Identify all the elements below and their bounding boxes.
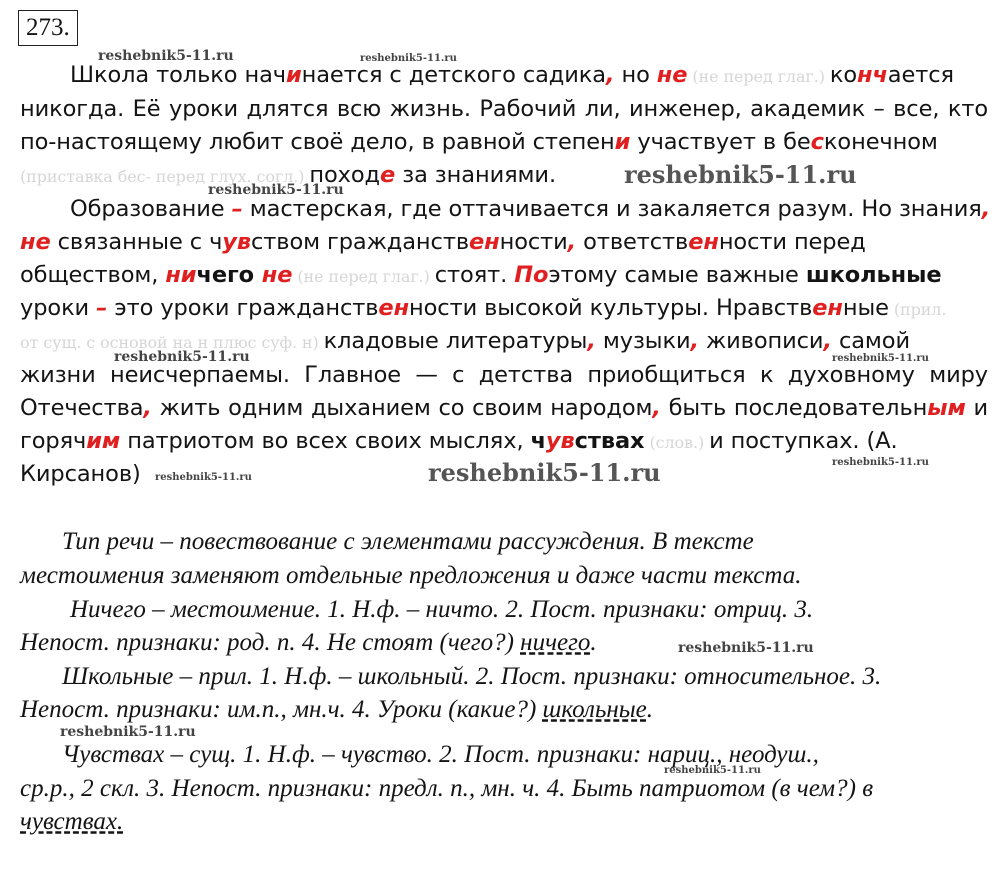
analysis-line-1: Тип речи – повествование с элементами рассуждения. В тексте [62, 528, 754, 555]
watermark-large: reshebnik5-11.ru [428, 458, 661, 487]
watermark-large: reshebnik5-11.ru [624, 160, 857, 189]
text-line-6: не связанные с чувством гражданственности, ответственности перед [20, 229, 866, 255]
text-line-3: по-настоящему любит своё дело, в равной степени участвует в бесконечном [20, 129, 938, 155]
text-line-8: уроки – это уроки гражданственности высокой культуры. Нравственные (прил. [20, 295, 947, 321]
watermark: reshebnik5-11.ru [208, 182, 344, 198]
text-line-13: Кирсанов) [20, 461, 141, 487]
analysis-line-7: Чувствах – сущ. 1. Н.ф. – чувство. 2. Пост. признаки: нариц., неодуш., [62, 741, 819, 768]
watermark: reshebnik5-11.ru [60, 724, 196, 740]
watermark: reshebnik5-11.ru [664, 765, 761, 776]
watermark: reshebnik5-11.ru [360, 53, 457, 64]
analysis-line-5: Школьные – прил. 1. Н.ф. – школьный. 2. Пост. признаки: относительное. 3. [62, 663, 882, 690]
text-line-9: от сущ. с основой на н плюс суф. н) кладовые литературы, музыки, живописи, самой [20, 328, 910, 354]
analysis-line-9: чувствах. [20, 808, 124, 835]
text-line-5: Образование – мастерская, где оттачивается и закаляется разум. Но знания, [70, 196, 991, 222]
text-line-1: Школа только начинается с детского садика, но не (не перед глаг.) кончается [70, 62, 954, 88]
analysis-line-6: Непост. признаки: им.п., мн.ч. 4. Уроки (какие?) школьные. [20, 696, 653, 723]
exercise-number: 273. [18, 10, 78, 46]
analysis-line-4: Непост. признаки: род. п. 4. Не стоят (чего?) ничего. [20, 629, 597, 656]
text-line-11: Отечества, жить одним дыханием со своим народом, быть последовательным и [20, 395, 989, 421]
analysis-line-3: Ничего – местоимение. 1. Н.ф. – ничто. 2. Пост. признаки: отриц. 3. [70, 596, 814, 623]
text-line-10: жизни неисчерпаемы. Главное — с детства приобщиться к духовному миру [20, 362, 988, 388]
text-line-7: обществом, ничего не (не перед глаг.) стоят. Поэтому самые важные школьные [20, 262, 942, 288]
watermark: reshebnik5-11.ru [832, 457, 929, 468]
watermark: reshebnik5-11.ru [155, 472, 252, 483]
text-line-4: (приставка бес- перед глух. согл.) походе за знаниями. [20, 162, 556, 188]
watermark: reshebnik5-11.ru [98, 48, 234, 64]
watermark: reshebnik5-11.ru [114, 349, 250, 365]
text-line-12: горячим патриотом во всех своих мыслях, чувствах (слов.) и поступках. (А. [20, 428, 898, 454]
analysis-line-2: местоимения заменяют отдельные предложения и даже части текста. [20, 562, 802, 589]
watermark: reshebnik5-11.ru [832, 353, 929, 364]
text-line-2: никогда. Её уроки длятся всю жизнь. Рабочий ли, инженер, академик – все, кто [20, 96, 988, 122]
watermark: reshebnik5-11.ru [678, 640, 814, 656]
analysis-line-8: ср.р., 2 скл. 3. Непост. признаки: предл. п., мн. ч. 4. Быть патриотом (в чем?) в [20, 775, 874, 802]
